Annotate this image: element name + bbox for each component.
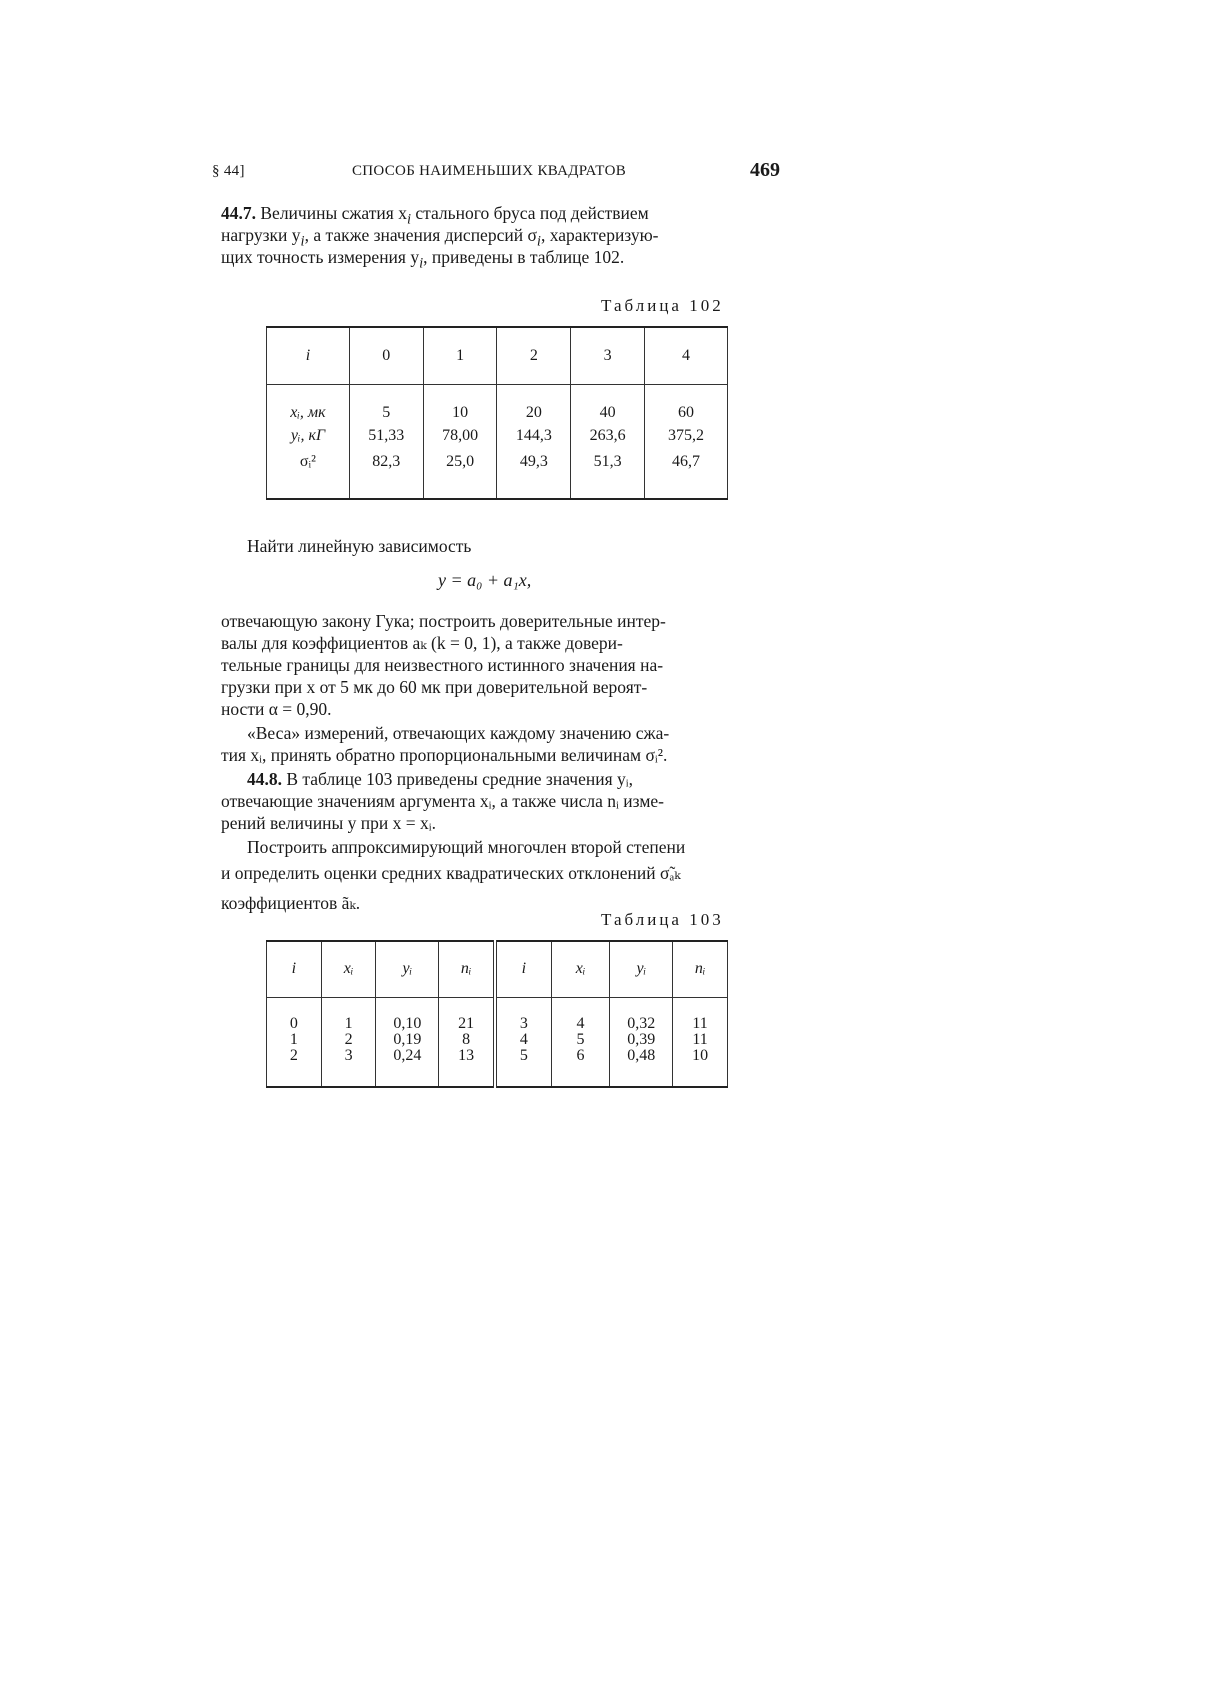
- table-cell: 4: [519, 1030, 528, 1048]
- text-line: тельные границы для неизвестного истинного значения на-: [221, 655, 664, 675]
- table-cell: 51,33: [349, 422, 423, 449]
- text-fragment: Величины сжатия x: [260, 203, 407, 223]
- table-cell: 11: [692, 1030, 708, 1048]
- table-102: [266, 326, 728, 500]
- table-header-cell: yᵢ: [376, 941, 439, 997]
- table-cell: 0,32: [627, 1014, 656, 1032]
- table-cell: 8: [462, 1030, 471, 1048]
- table-cell: 4: [576, 1014, 585, 1032]
- table-column-i: [267, 997, 322, 1087]
- text-line: тия xᵢ, принять обратно пропорциональными величинам σᵢ².: [221, 745, 668, 765]
- problem-number: 44.8.: [247, 769, 282, 789]
- table-column-x: [321, 997, 376, 1087]
- subscript: i: [300, 233, 305, 250]
- table-cell: 60: [645, 384, 728, 422]
- section-marker: § 44]: [212, 163, 245, 179]
- table-header-cell: 1: [423, 327, 497, 384]
- table-cell: 1: [289, 1030, 298, 1048]
- formula: y = a₀ + a₁x,: [438, 570, 532, 590]
- table-cell: 263,6: [571, 422, 645, 449]
- text-line: В таблице 103 приведены средние значения yᵢ,: [286, 769, 633, 789]
- text-fragment: нагрузки y: [221, 225, 301, 245]
- find-text: Найти линейную зависимость: [247, 536, 472, 556]
- table-header-cell: xᵢ: [321, 941, 376, 997]
- table-column-n: [673, 997, 728, 1087]
- text-fragment: , приведены в таблице 102.: [423, 247, 625, 267]
- table-header-cell: nᵢ: [439, 941, 495, 997]
- table-cell: 20: [497, 384, 571, 422]
- text-line: валы для коэффициентов aₖ (k = 0, 1), а также довери-: [221, 633, 623, 653]
- table-cell: 0,48: [627, 1046, 656, 1064]
- text-line: и определить оценки средних квадратических отклонений σ̃ₐₖ: [221, 863, 681, 883]
- table-cell: 5: [349, 384, 423, 422]
- table-cell: 2: [289, 1046, 298, 1064]
- table-header-cell: xᵢ: [551, 941, 610, 997]
- table-row-label: yᵢ, кГ: [267, 422, 350, 449]
- table-103: [266, 940, 728, 1088]
- table-cell: 3: [344, 1046, 353, 1064]
- text-line: отвечающие значениям аргумента xᵢ, а также числа nᵢ изме-: [221, 791, 664, 811]
- table-cell: 0,24: [393, 1046, 422, 1064]
- table-header-cell: 4: [645, 327, 728, 384]
- paragraph-polynomial: [221, 834, 791, 916]
- text-fragment: щих точность измерения y: [221, 247, 420, 267]
- table-cell: 3: [519, 1014, 528, 1032]
- table-row-label: σᵢ²: [267, 449, 350, 499]
- text-fragment: , а также значения дисперсий σ: [304, 225, 537, 245]
- table-cell: 0: [289, 1014, 298, 1032]
- table-cell: 5: [576, 1030, 585, 1048]
- table-cell: 82,3: [349, 449, 423, 499]
- table-column-n: [439, 997, 495, 1087]
- table-cell: 25,0: [423, 449, 497, 499]
- table-cell: 375,2: [645, 422, 728, 449]
- table-cell: 6: [576, 1046, 585, 1064]
- table-column-x: [551, 997, 610, 1087]
- table-column-y: [376, 997, 439, 1087]
- table-header-cell: i: [267, 327, 350, 384]
- table-header-cell: 3: [571, 327, 645, 384]
- page-number: 469: [750, 159, 780, 181]
- table-cell: 21: [458, 1014, 475, 1032]
- table-cell: 10: [692, 1046, 709, 1064]
- text-line: Построить аппроксимирующий многочлен второй степени: [247, 837, 686, 857]
- table-cell: 11: [692, 1014, 708, 1032]
- table-cell: 46,7: [645, 449, 728, 499]
- table-cell: 0,19: [393, 1030, 422, 1048]
- problem-44-8: [221, 768, 791, 834]
- running-title: СПОСОБ НАИМЕНЬШИХ КВАДРАТОВ: [352, 163, 627, 179]
- table-header-cell: yᵢ: [610, 941, 673, 997]
- table-row-label: xᵢ, мк: [267, 384, 350, 422]
- table-header-cell: nᵢ: [673, 941, 728, 997]
- table-cell: 0,10: [393, 1014, 422, 1032]
- text-line: ности α = 0,90.: [221, 699, 332, 719]
- table-column-i: [495, 997, 551, 1087]
- text-line: «Веса» измерений, отвечающих каждому значению сжа-: [247, 723, 670, 743]
- table-column-y: [610, 997, 673, 1087]
- table-cell: 0,39: [627, 1030, 656, 1048]
- table-cell: 78,00: [423, 422, 497, 449]
- table-cell: 2: [344, 1030, 353, 1048]
- problem-number: 44.7.: [221, 203, 256, 223]
- paragraph-hooke: [221, 610, 791, 720]
- subscript: i: [536, 233, 541, 250]
- table-cell: 40: [571, 384, 645, 422]
- table-header-cell: 0: [349, 327, 423, 384]
- text-line: отвечающую закону Гука; построить доверительные интер-: [221, 611, 666, 631]
- table-103-caption: Таблица 103: [601, 910, 724, 929]
- text-fragment: , характеризую-: [540, 225, 659, 245]
- text-line: коэффициентов ãₖ.: [221, 893, 361, 913]
- table-cell: 13: [458, 1046, 475, 1064]
- table-102-caption: Таблица 102: [601, 296, 724, 315]
- text-fragment: стального бруса под действием: [411, 203, 649, 223]
- table-header-cell: i: [267, 941, 322, 997]
- table-cell: 51,3: [571, 449, 645, 499]
- text-line: рений величины y при x = xᵢ.: [221, 813, 437, 833]
- table-cell: 49,3: [497, 449, 571, 499]
- table-cell: 10: [423, 384, 497, 422]
- table-header-cell: i: [495, 941, 551, 997]
- paragraph-weights: [221, 722, 791, 766]
- table-cell: 144,3: [497, 422, 571, 449]
- subscript: i: [406, 211, 411, 228]
- text-line: грузки при x от 5 мк до 60 мк при доверительной вероят-: [221, 677, 648, 697]
- table-header-cell: 2: [497, 327, 571, 384]
- table-cell: 1: [344, 1014, 353, 1032]
- table-cell: 5: [519, 1046, 528, 1064]
- subscript: i: [419, 255, 424, 272]
- problem-44-7: [221, 202, 791, 272]
